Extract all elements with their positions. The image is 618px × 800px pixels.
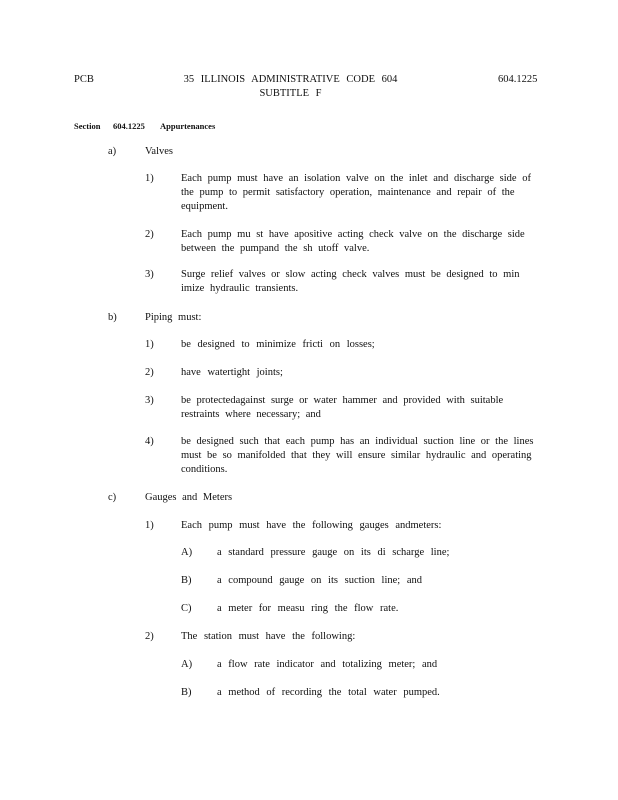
item-text: have watertight joints;	[181, 367, 283, 378]
item-number: 2)	[145, 367, 154, 378]
item-text: be designed such that each pump has an individual suction line or the lines must be so manifolded that they will ensure similar hydraulic and operating conditions.	[181, 436, 534, 475]
item-text: Surge relief valves or slow acting check valves must be designed to min imize hydraulic transients.	[181, 269, 520, 294]
subitem-text: a compound gauge on its suction line; and	[217, 575, 423, 586]
subitem-text: a flow rate indicator and totalizing meter; and	[217, 659, 438, 670]
item-number: 1)	[145, 520, 154, 531]
item-text: The station must have the following:	[181, 631, 356, 642]
item-text: be protectedagainst surge or water hammer and provided with suitable restraints where necessary; and	[181, 395, 504, 420]
header-section-number: 604.1225	[498, 74, 538, 85]
section-label: Section	[74, 121, 101, 131]
item-number: 2)	[145, 631, 154, 642]
item-text: Each pump must have the following gauges andmeters:	[181, 520, 442, 531]
subsection-a-label: a)	[108, 146, 117, 157]
subsection-c-label: c)	[108, 492, 117, 503]
header-agency: PCB	[74, 74, 94, 85]
subsection-a-heading: Valves	[145, 146, 173, 157]
subsection-c-heading: Gauges and Meters	[145, 492, 233, 503]
subsection-b-heading: Piping must:	[145, 312, 202, 323]
item-number: 3)	[145, 269, 154, 280]
item-text: be designed to minimize fricti on losses;	[181, 339, 375, 350]
item-text: Each pump must have an isolation valve on the inlet and discharge side of the pump to permit satisfactory operation, maintenance and repair of the equipment.	[181, 173, 531, 212]
subitem-letter: B)	[181, 687, 192, 698]
subitem-text: a meter for measu ring the flow rate.	[217, 603, 399, 614]
header-code-title: 35 ILLINOIS ADMINISTRATIVE CODE 604	[183, 74, 398, 85]
item-number: 2)	[145, 229, 154, 240]
item-number: 4)	[145, 436, 154, 447]
item-number: 1)	[145, 339, 154, 350]
subitem-letter: B)	[181, 575, 192, 586]
subitem-letter: A)	[181, 547, 193, 558]
item-number: 1)	[145, 173, 154, 184]
item-text: Each pump mu st have apositive acting check valve on the discharge side between the pumpand the sh utoff valve.	[181, 229, 525, 254]
subitem-letter: A)	[181, 659, 193, 670]
item-number: 3)	[145, 395, 154, 406]
subitem-letter: C)	[181, 603, 192, 614]
section-title: Appurtenances	[160, 121, 216, 131]
section-number: 604.1225	[113, 121, 145, 131]
subitem-text: a method of recording the total water pumped.	[217, 687, 440, 698]
subitem-text: a standard pressure gauge on its di scharge line;	[217, 547, 450, 558]
header-subtitle: SUBTITLE F	[259, 88, 322, 99]
subsection-b-label: b)	[108, 312, 117, 323]
